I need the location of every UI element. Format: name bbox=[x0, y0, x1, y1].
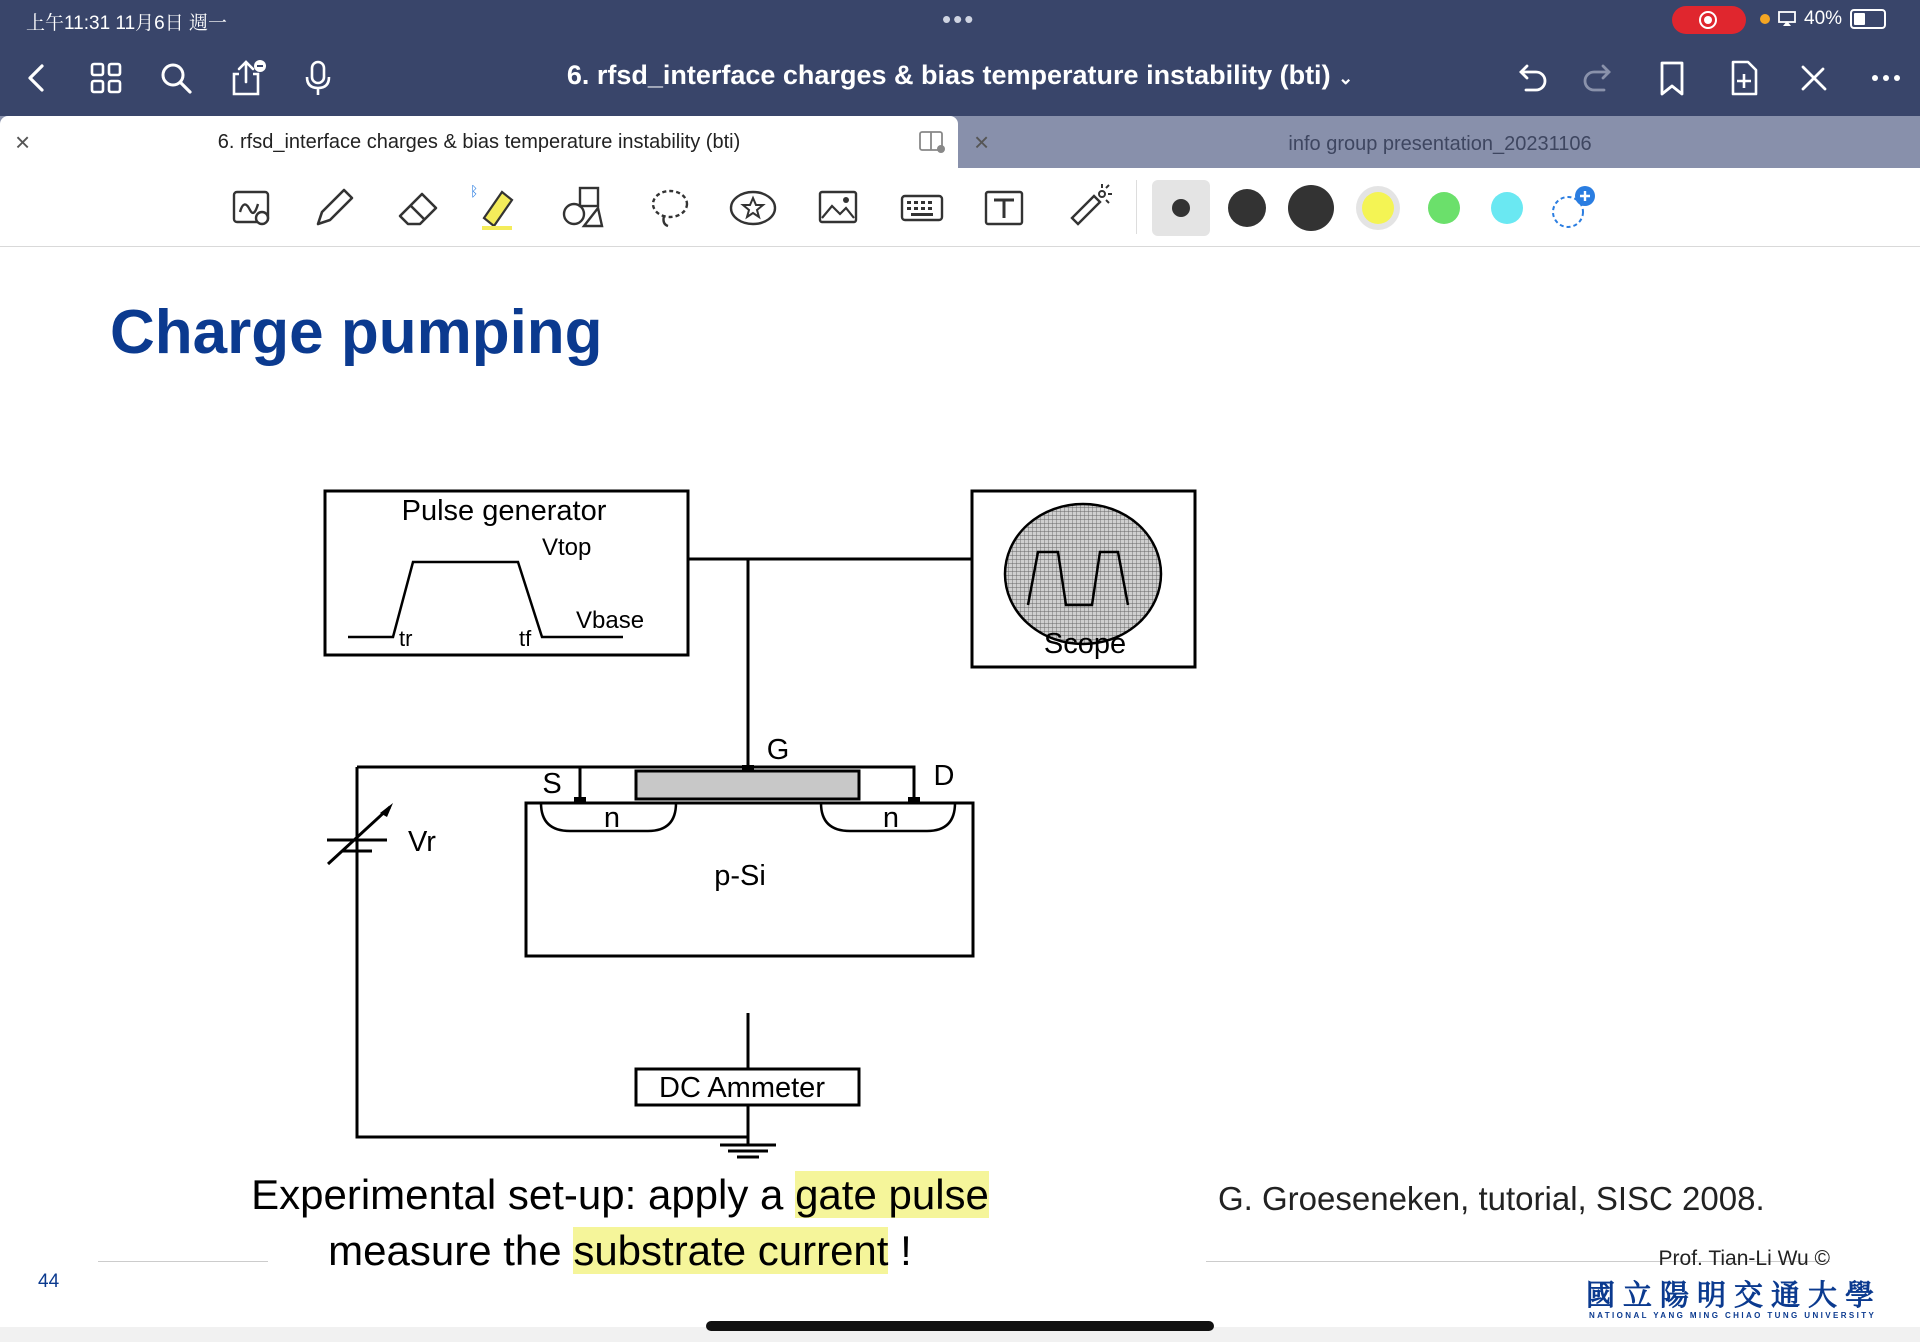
pulse-generator-label: Pulse generator bbox=[401, 495, 607, 527]
circuit-wires bbox=[357, 559, 972, 1157]
tab-bar bbox=[0, 116, 1920, 168]
highlight-gate-pulse: gate pulse bbox=[795, 1171, 989, 1218]
scope-label: Scope bbox=[1043, 628, 1127, 660]
status-time: 上午11:31 11月6日 週一 bbox=[26, 13, 227, 34]
rise-time-label: tr bbox=[399, 626, 413, 651]
screen-record-indicator[interactable] bbox=[1672, 6, 1746, 34]
pen-off-icon[interactable] bbox=[1794, 58, 1834, 98]
record-icon bbox=[1699, 11, 1717, 29]
svg-text:ᛒ: ᛒ bbox=[470, 184, 479, 200]
airplay-icon bbox=[1778, 11, 1796, 27]
document-title[interactable]: 6. rfsd_interface charges & bias temperature instability (bti) ⌄ bbox=[566, 60, 1354, 90]
bookmark-icon[interactable] bbox=[1652, 58, 1692, 98]
source-n-label: n bbox=[603, 802, 621, 834]
pen-color-6[interactable] bbox=[1491, 192, 1523, 224]
dc-ammeter-label: DC Ammeter bbox=[659, 1072, 825, 1104]
drain-label: D bbox=[933, 760, 955, 792]
vr-label: Vr bbox=[408, 826, 436, 858]
redo-icon[interactable] bbox=[1580, 58, 1620, 98]
mic-indicator-dot bbox=[1760, 14, 1770, 24]
slide-page bbox=[0, 247, 1920, 1327]
slide-title: Charge pumping bbox=[110, 298, 603, 367]
pen-color-3[interactable] bbox=[1288, 185, 1334, 231]
battery-icon bbox=[1850, 9, 1886, 29]
add-color-icon[interactable] bbox=[1548, 184, 1598, 232]
undo-icon[interactable] bbox=[1510, 58, 1550, 98]
charge-pumping-diagram bbox=[0, 247, 1920, 1327]
annotation-toolbar bbox=[0, 168, 1920, 247]
fall-time-label: tf bbox=[519, 626, 532, 651]
split-view-icon[interactable] bbox=[918, 130, 946, 154]
title-dropdown-chevron-icon: ⌄ bbox=[1338, 68, 1354, 88]
add-page-icon[interactable] bbox=[1724, 58, 1764, 98]
gate-label: G bbox=[766, 734, 790, 766]
text-box-icon[interactable] bbox=[978, 182, 1030, 234]
vtop-label: Vtop bbox=[542, 534, 592, 561]
highlight-substrate-current: substrate current bbox=[573, 1227, 889, 1274]
image-icon[interactable] bbox=[812, 182, 864, 234]
substrate-label: p-Si bbox=[714, 860, 766, 892]
home-indicator[interactable] bbox=[706, 1321, 1214, 1331]
university-logo-english: NATIONAL YANG MING CHIAO TUNG UNIVERSITY bbox=[1589, 1311, 1877, 1320]
tab-current-document[interactable]: × 6. rfsd_interface charges & bias temperature instability (bti) bbox=[0, 116, 958, 168]
pen-color-2[interactable] bbox=[1228, 189, 1266, 227]
close-tab-2-icon[interactable]: × bbox=[974, 127, 990, 157]
vbase-label: Vbase bbox=[576, 607, 645, 634]
pen-color-5[interactable] bbox=[1428, 192, 1460, 224]
lasso-icon[interactable] bbox=[644, 182, 696, 234]
keyboard-icon[interactable] bbox=[896, 182, 948, 234]
highlighter-icon[interactable] bbox=[470, 182, 522, 234]
slide-caption: Experimental set-up: apply a gate pulse measure the substrate current ! bbox=[251, 1171, 989, 1274]
battery-percent: 40% bbox=[1804, 8, 1843, 29]
citation: G. Groeseneken, tutorial, SISC 2008. bbox=[1218, 1180, 1765, 1217]
status-bar bbox=[0, 0, 1920, 40]
gate-electrode bbox=[636, 771, 859, 799]
author-credit: Prof. Tian-Li Wu © bbox=[1658, 1247, 1830, 1270]
drain-n-label: n bbox=[882, 802, 900, 834]
tab-info-group-presentation[interactable]: info group presentation_20231106 bbox=[1288, 133, 1592, 155]
shapes-icon[interactable] bbox=[558, 182, 610, 234]
sticker-icon[interactable] bbox=[727, 182, 779, 234]
close-tab-icon[interactable]: × bbox=[15, 127, 31, 157]
pen-color-1[interactable] bbox=[1172, 199, 1190, 217]
page-number: 44 bbox=[38, 1271, 60, 1292]
university-logo-chinese: 國立陽明交通大學 bbox=[1586, 1280, 1883, 1312]
multitask-dots[interactable]: ••• bbox=[942, 4, 976, 34]
pen-icon[interactable] bbox=[308, 182, 360, 234]
more-icon[interactable] bbox=[1866, 58, 1906, 98]
source-label: S bbox=[542, 768, 562, 800]
laser-pointer-icon[interactable] bbox=[1062, 182, 1114, 234]
eraser-icon[interactable] bbox=[392, 182, 444, 234]
pen-color-4 bbox=[1362, 192, 1394, 224]
zoom-window-icon[interactable] bbox=[226, 182, 278, 234]
document-nav-bar bbox=[0, 40, 1920, 116]
pen-color-4-ring[interactable] bbox=[1356, 186, 1400, 230]
